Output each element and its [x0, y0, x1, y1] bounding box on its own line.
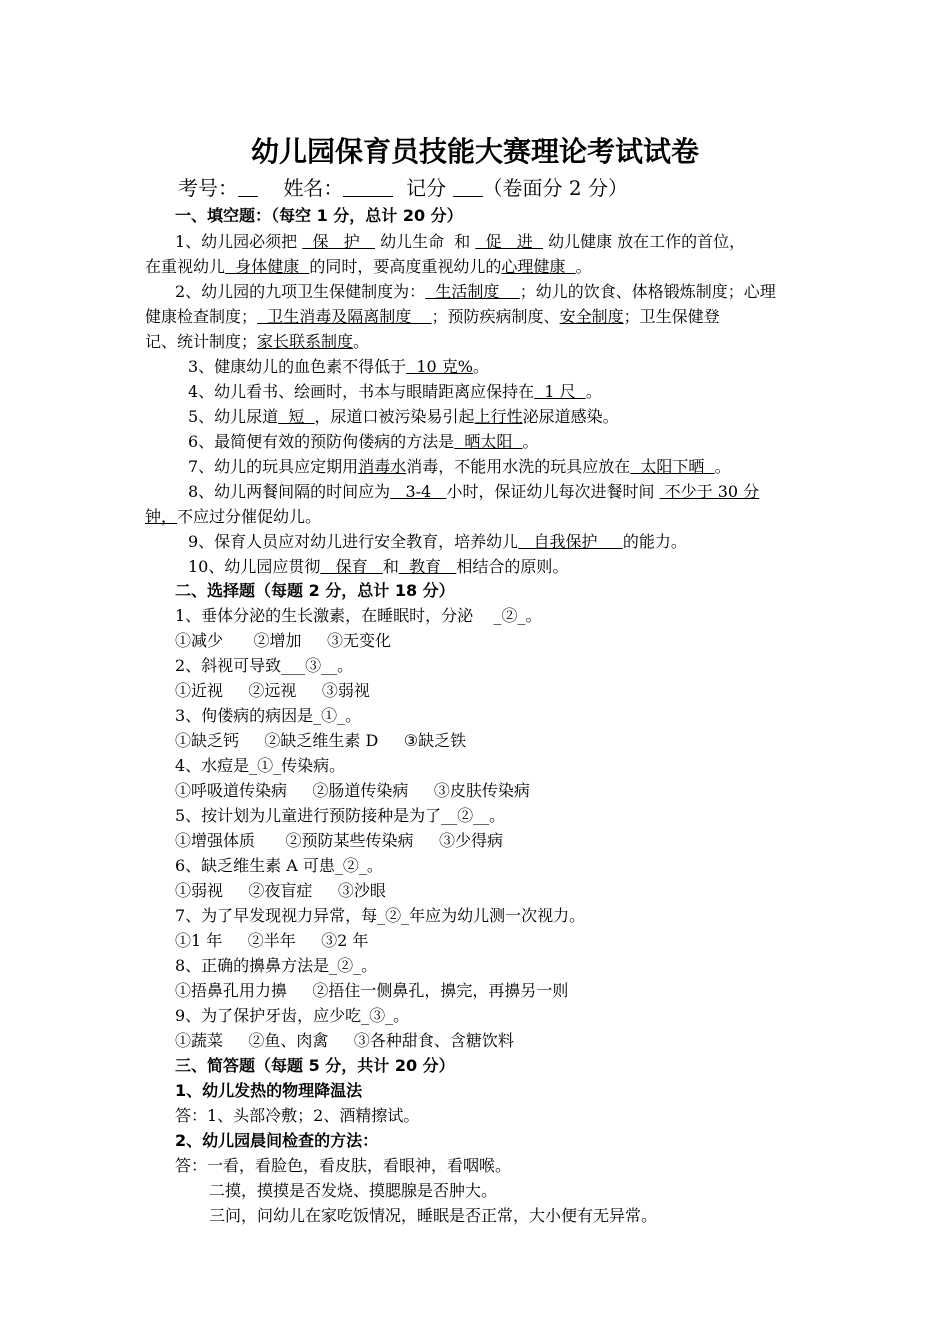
paper-score-note: （卷面分 2 分） — [482, 176, 628, 200]
choice-question: 7、为了早发现视力异常，每_②_年应为幼儿测一次视力。 — [175, 906, 586, 925]
choice-question: 4、水痘是_①_传染病。 — [175, 756, 346, 775]
choice-options: ①1 年 ②半年 ③2 年 — [175, 931, 369, 950]
answer-blank: 消毒水 — [358, 457, 407, 476]
answer-blank: 1 尺 — [534, 382, 586, 401]
answer-blank: 安全制度 — [559, 307, 624, 326]
choice-options: ①增强体质 ②预防某些传染病 ③少得病 — [175, 831, 503, 850]
answer-blank: 自我保护 — [518, 532, 623, 551]
answer-blank: 保育 — [320, 557, 383, 576]
fill-question-6: 6、最简便有效的预防佝偻病的方法是 晒太阳 。 — [188, 432, 539, 451]
answer-blank: 卫生消毒及隔离制度 — [257, 307, 432, 326]
answer-blank: 保 护 — [302, 232, 375, 251]
answer-blank: 促 进 — [475, 232, 543, 251]
short-answer-2-answer-line2: 二摸，摸摸是否发烧、摸腮腺是否肿大。 — [209, 1181, 498, 1200]
exam-no-blank — [238, 178, 258, 197]
section-heading-fill-in: 一、填空题：（每空 1 分，总计 20 分） — [175, 206, 463, 225]
short-answer-1-answer: 答：1、头部冷敷；2、酒精擦试。 — [175, 1106, 420, 1125]
fill-question-5: 5、幼儿尿道 短 ，尿道口被污染易引起上行性泌尿道感染。 — [188, 407, 619, 426]
answer-blank: 晒太阳 — [454, 432, 523, 451]
short-answer-2-answer-line3: 三问，问幼儿在家吃饭情况，睡眠是否正常，大小便有无异常。 — [209, 1206, 658, 1225]
choice-options: ①弱视 ②夜盲症 ③沙眼 — [175, 881, 386, 900]
choice-options: ①近视 ②远视 ③弱视 — [175, 681, 370, 700]
choice-options: ①缺乏钙 ②缺乏维生素 D ③缺乏铁 — [175, 731, 467, 750]
fill-question-7: 7、幼儿的玩具应定期用消毒水消毒，不能用水洗的玩具应放在 太阳下晒 。 — [188, 457, 731, 476]
short-answer-question-1: 1、幼儿发热的物理降温法 — [175, 1081, 363, 1100]
choice-options: ①呼吸道传染病 ②肠道传染病 ③皮肤传染病 — [175, 781, 530, 800]
fill-question-2-line2: 健康检查制度； 卫生消毒及隔离制度 ；预防疾病制度、安全制度；卫生保健登 — [145, 307, 720, 326]
fill-question-9: 9、保育人员应对幼儿进行安全教育，培养幼儿 自我保护 的能力。 — [188, 532, 687, 551]
choice-options: ①减少 ②增加 ③无变化 — [175, 631, 391, 650]
answer-blank: 身体健康 — [225, 257, 310, 276]
answer-blank: 生活制度 — [425, 282, 520, 301]
fill-question-8-line1: 8、幼儿两餐间隔的时间应为 3-4 小时，保证幼儿每次进餐时间 不少于 30 分 — [188, 482, 760, 501]
choice-question: 6、缺乏维生素 A 可患_②_。 — [175, 856, 383, 875]
fill-question-1-line2: 在重视幼儿 身体健康 的同时，要高度重视幼儿的心理健康 。 — [145, 257, 592, 276]
choice-question: 8、正确的擤鼻方法是_②_。 — [175, 956, 378, 975]
name-label: 姓名： — [283, 176, 344, 200]
fill-question-2-line1: 2、幼儿园的九项卫生保健制度为： 生活制度 ；幼儿的饮食、体格锻炼制度；心理 — [175, 282, 776, 301]
section-heading-choice: 二、选择题（每题 2 分，总计 18 分） — [175, 581, 455, 600]
choice-options: ①蔬菜 ②鱼、肉禽 ③各种甜食、含糖饮料 — [175, 1031, 514, 1050]
name-blank — [343, 178, 393, 197]
score-blank — [453, 178, 483, 197]
fill-question-1-line1: 1、幼儿园必须把 保 护 幼儿生命 和 促 进 幼儿健康 放在工作的首位， — [175, 232, 746, 251]
choice-options: ①捂鼻孔用力擤 ②捂住一侧鼻孔，擤完，再擤另一则 — [175, 981, 569, 1000]
answer-blank: 心理健康 — [501, 257, 576, 276]
exam-header — [178, 172, 628, 201]
answer-blank: 10 克% — [406, 357, 474, 376]
fill-question-8-line2: 钟，不应过分催促幼儿。 — [145, 507, 322, 526]
exam-no-label: 考号： — [178, 176, 238, 200]
fill-question-10: 10、幼儿园应贯彻 保育 和 教育 相结合的原则。 — [188, 557, 569, 576]
answer-blank: 钟， — [145, 507, 178, 526]
fill-question-4: 4、幼儿看书、绘画时，书本与眼睛距离应保持在 1 尺 。 — [188, 382, 602, 401]
short-answer-question-2: 2、幼儿园晨间检查的方法： — [175, 1131, 379, 1150]
choice-question: 5、按计划为儿童进行预防接种是为了__②__。 — [175, 806, 506, 825]
answer-blank: 教育 — [398, 557, 457, 576]
fill-question-3: 3、健康幼儿的血色素不得低于 10 克%。 — [188, 357, 490, 376]
choice-question: 2、斜视可导致___③__。 — [175, 656, 354, 675]
answer-blank: 3-4 — [390, 482, 447, 501]
short-answer-2-answer-line1: 答：一看，看脸色，看皮肤，看眼神，看咽喉。 — [175, 1156, 512, 1175]
fill-question-2-line3: 记、统计制度；家长联系制度。 — [145, 332, 370, 351]
section-heading-short-answer: 三、简答题（每题 5 分，共计 20 分） — [175, 1056, 455, 1075]
answer-blank: 不少于 30 分 — [659, 482, 760, 501]
answer-blank: 上行性 — [474, 407, 523, 426]
choice-question: 9、为了保护牙齿，应少吃_③_。 — [175, 1006, 410, 1025]
answer-blank: 太阳下晒 — [630, 457, 715, 476]
choice-question: 1、垂体分泌的生长激素，在睡眠时，分泌 _②_。 — [175, 606, 542, 625]
page-title: 幼儿园保育员技能大赛理论考试试卷 — [250, 135, 699, 168]
answer-blank: 家长联系制度 — [257, 332, 354, 351]
answer-blank: 短 — [278, 407, 315, 426]
score-label: 记分 — [406, 176, 447, 200]
choice-question: 3、佝偻病的病因是_①_。 — [175, 706, 362, 725]
